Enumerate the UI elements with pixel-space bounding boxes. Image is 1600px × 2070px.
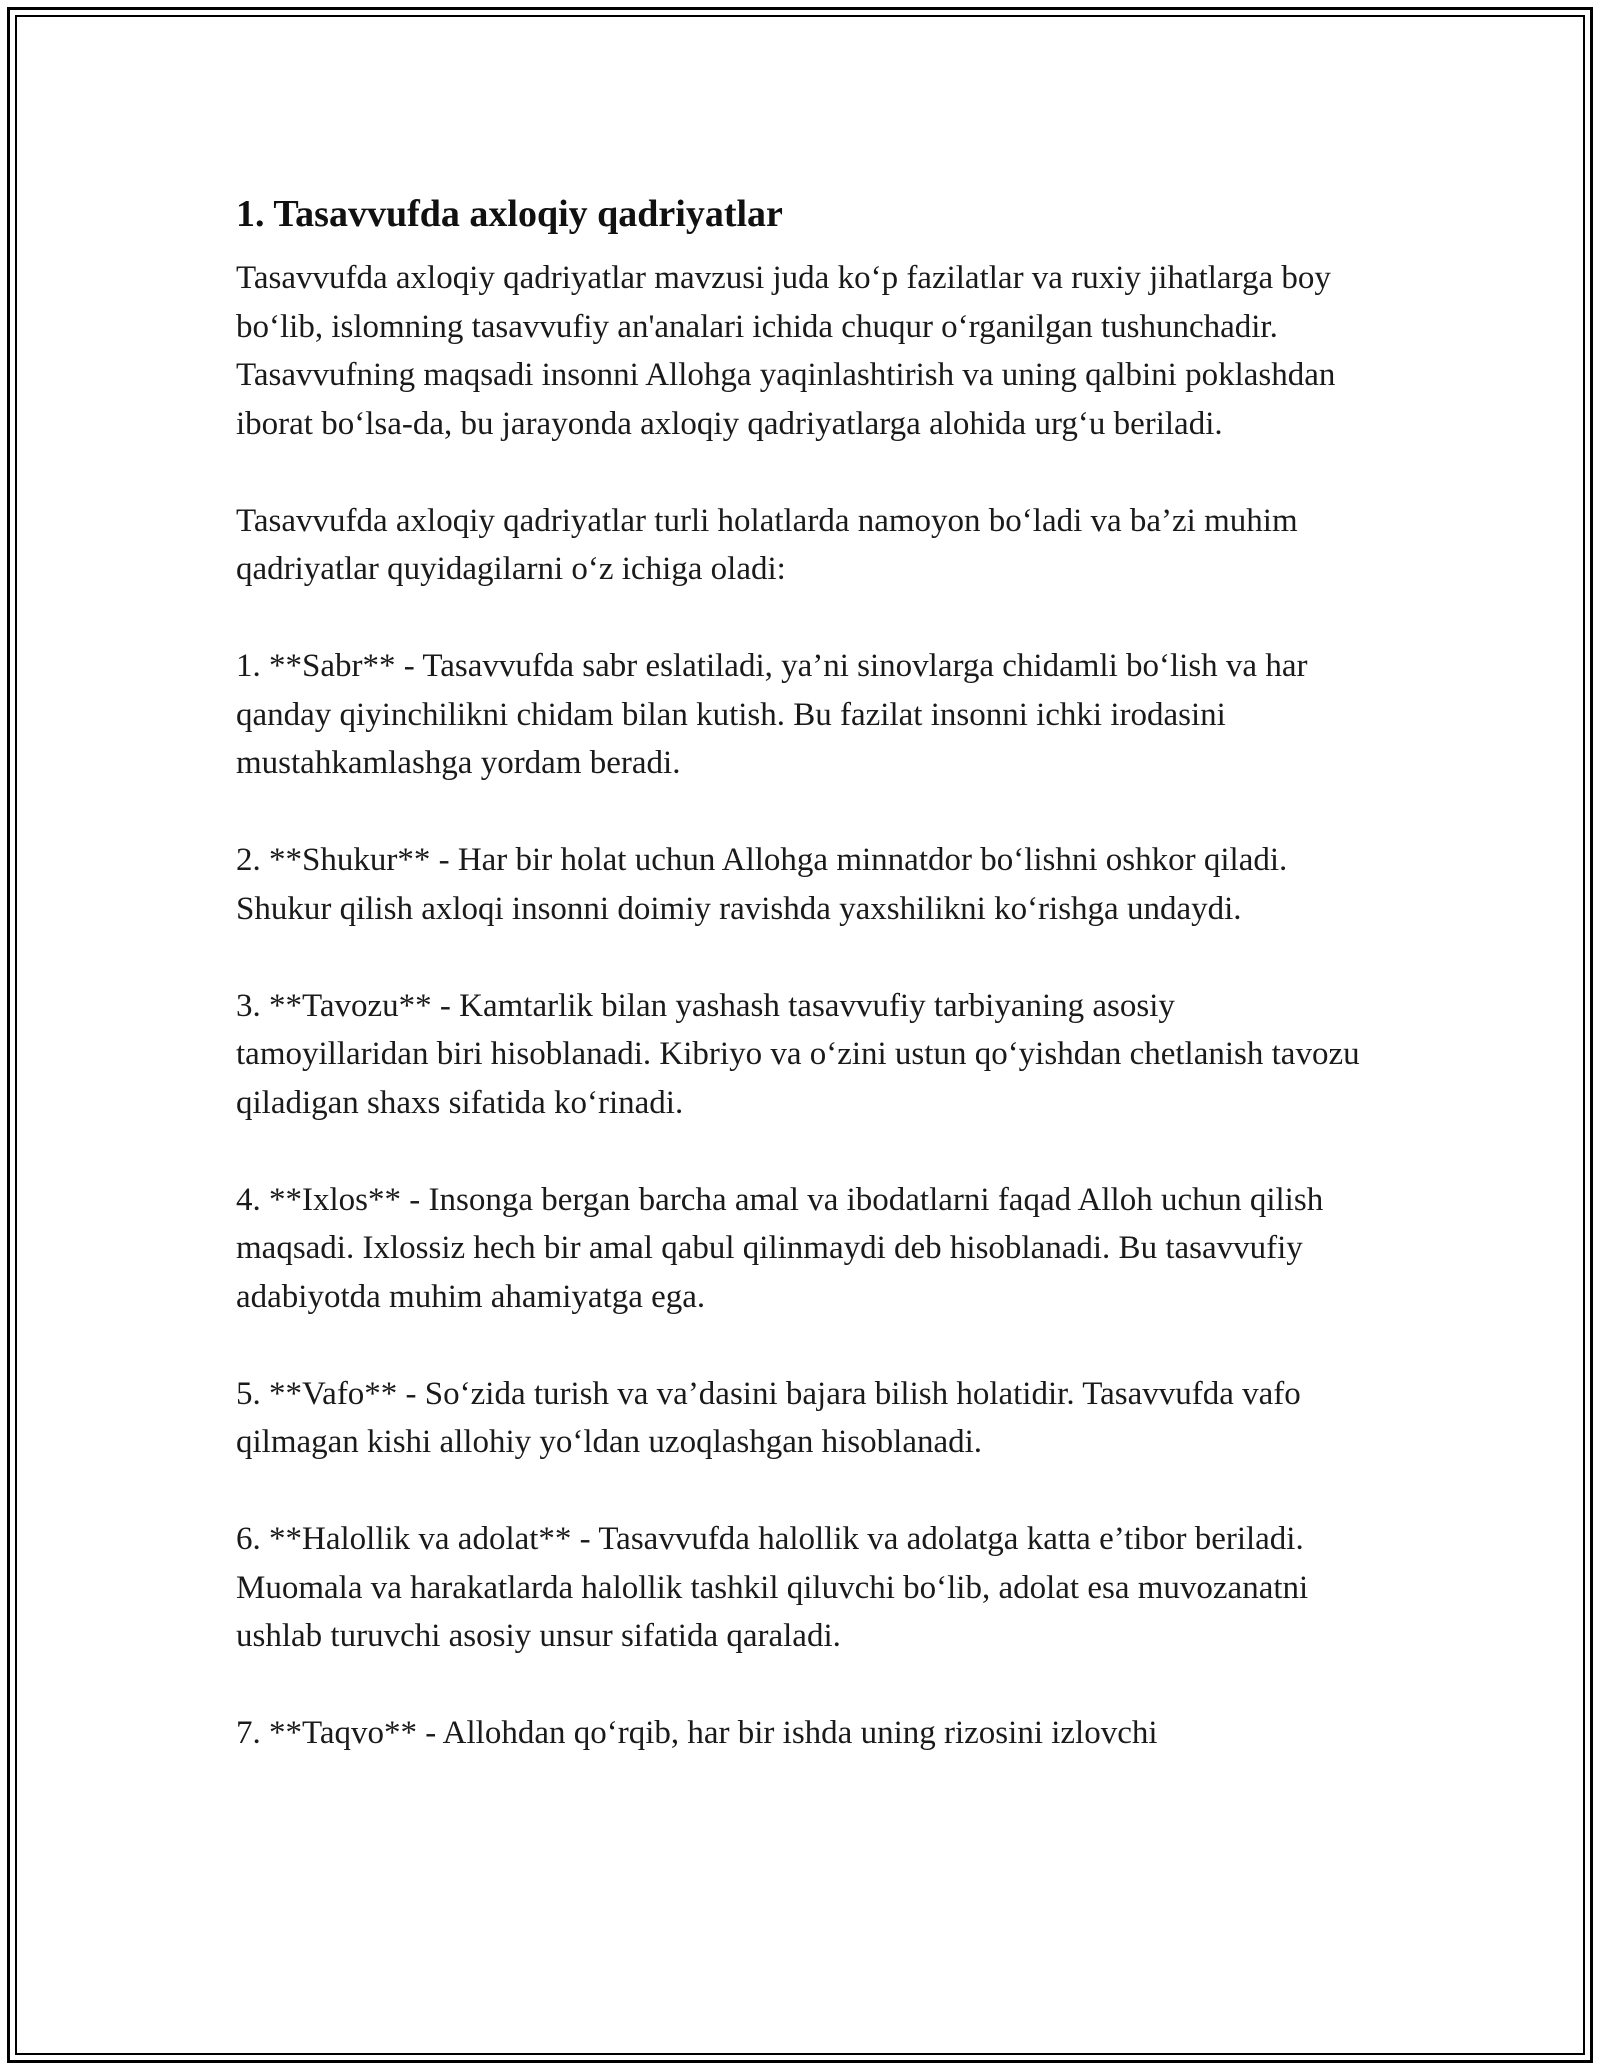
list-item-shukur: 2. **Shukur** - Har bir holat uchun Allohga minnatdor bo‘lishni oshkor qiladi. Shukur qilish axloqi insonni doimiy ravishda yaxshilikni ko‘rishga undaydi. [236, 842, 1288, 927]
section-heading: 1. Tasavvufda axloqiy qadriyatlar [236, 193, 783, 235]
list-item-vafo: 5. **Vafo** - So‘zida turish va va’dasini bajara bilish holatidir. Tasavvufda vafo qilmagan kishi allohiy yo‘ldan uzoqlashgan hisoblanadi. [236, 1375, 1301, 1460]
list-item-sabr: 1. **Sabr** - Tasavvufda sabr eslatiladi, ya’ni sinovlarga chidamli bo‘lish va har qanday qiyinchilikni chidam bilan kutish. Bu fazilat insonni ichki irodasini mustahkamlashga yordam beradi. [236, 648, 1308, 781]
paragraph-intro: Tasavvufda axloqiy qadriyatlar mavzusi juda ko‘p fazilatlar va ruxiy jihatlarga boy bo‘lib, islomning tasavvufiy an'analari ichida chuqur o‘rganilgan tushunchadir. Tasavvufning maqsadi insonni Allohga yaqinlashtirish va uning qalbini poklashdan iborat bo‘lsa-da, bu jarayonda axloqiy qadriyatlarga alohida urg‘u beriladi. [236, 260, 1336, 442]
list-item-ixlos: 4. **Ixlos** - Insonga bergan barcha amal va ibodatlarni faqad Alloh uchun qilish maqsadi. Ixlossiz hech bir amal qabul qilinmaydi deb hisoblanadi. Bu tasavvufiy adabiyotda muhim ahamiyatga ega. [236, 1181, 1324, 1315]
document-body [236, 188, 1366, 1758]
list-item-taqvo: 7. **Taqvo** - Allohdan qo‘rqib, har bir ishda uning rizosini izlovchi [236, 1715, 1158, 1751]
list-item-tavozu: 3. **Tavozu** - Kamtarlik bilan yashash tasavvufiy tarbiyaning asosiy tamoyillaridan biri hisoblanadi. Kibriyo va o‘zini ustun qo‘yishdan chetlanish tavozu qiladigan shaxs sifatida ko‘rinadi. [236, 987, 1360, 1121]
paragraph-values-intro: Tasavvufda axloqiy qadriyatlar turli holatlarda namoyon bo‘ladi va ba’zi muhim qadriyatlar quyidagilarni o‘z ichiga oladi: [236, 502, 1298, 587]
list-item-halollik: 6. **Halollik va adolat** - Tasavvufda halollik va adolatga katta e’tibor beriladi. Muomala va harakatlarda halollik tashkil qiluvchi bo‘lib, adolat esa muvozanatni ushlab turuvchi asosiy unsur sifatida qaraladi. [236, 1521, 1309, 1654]
